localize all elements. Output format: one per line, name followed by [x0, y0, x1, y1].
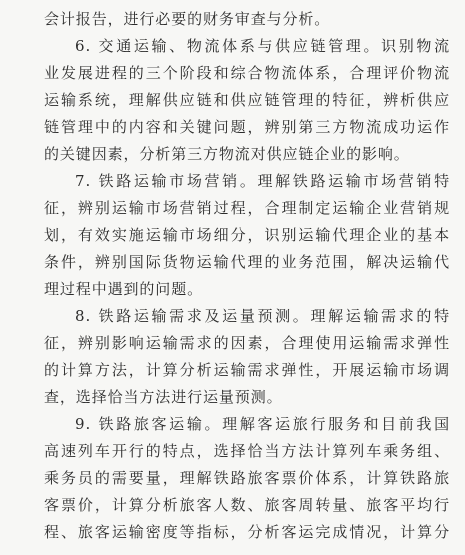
text-line-14: 的计算方法，计算分析运输需求弹性，开展运输市场调: [44, 361, 450, 379]
text-line-13: 征，辨别影响运输需求的因素，合理使用运输需求弹性: [44, 334, 450, 352]
text-line-11: 理过程中遇到的问题。: [44, 280, 204, 298]
text-line-4: 运输系统，理解供应链和供应链管理的特征，辨析供应: [44, 91, 450, 109]
text-line-5: 链管理中的内容和关键问题，辨别第三方物流成功运作: [44, 118, 450, 136]
text-line-20: 程、旅客运输密度等指标，分析客运完成情况，计算分: [44, 523, 450, 541]
text-line-16: 9. 铁路旅客运输。理解客运旅行服务和目前我国: [75, 415, 450, 433]
text-line-3: 业发展进程的三个阶段和综合物流体系，合理评价物流: [44, 64, 450, 82]
text-line-17: 高速列车开行的特点，选择恰当方法计算列车乘务组、: [44, 442, 450, 460]
text-line-8: 征，辨别运输市场营销过程，合理制定运输企业营销规: [44, 199, 450, 217]
text-line-19: 客票价，计算分析旅客人数、旅客周转量、旅客平均行: [44, 496, 450, 514]
text-line-15: 查，选择恰当方法进行运量预测。: [44, 388, 283, 406]
text-line-10: 条件，辨别国际货物运输代理的业务范围，解决运输代: [44, 253, 450, 271]
text-line-7: 7. 铁路运输市场营销。理解铁路运输市场营销特: [75, 172, 450, 190]
text-line-12: 8. 铁路运输需求及运量预测。理解运输需求的特: [75, 307, 450, 325]
text-line-18: 乘务员的需要量，理解铁路旅客票价体系，计算铁路旅: [44, 469, 450, 487]
text-line-6: 的关键因素，分析第三方物流对供应链企业的影响。: [44, 145, 410, 163]
text-line-1: 会计报告，进行必要的财务审查与分析。: [44, 10, 331, 28]
text-line-9: 划，有效实施运输市场细分，识别运输代理企业的基本: [44, 226, 450, 244]
text-line-2: 6. 交通运输、物流体系与供应链管理。识别物流: [75, 37, 450, 55]
